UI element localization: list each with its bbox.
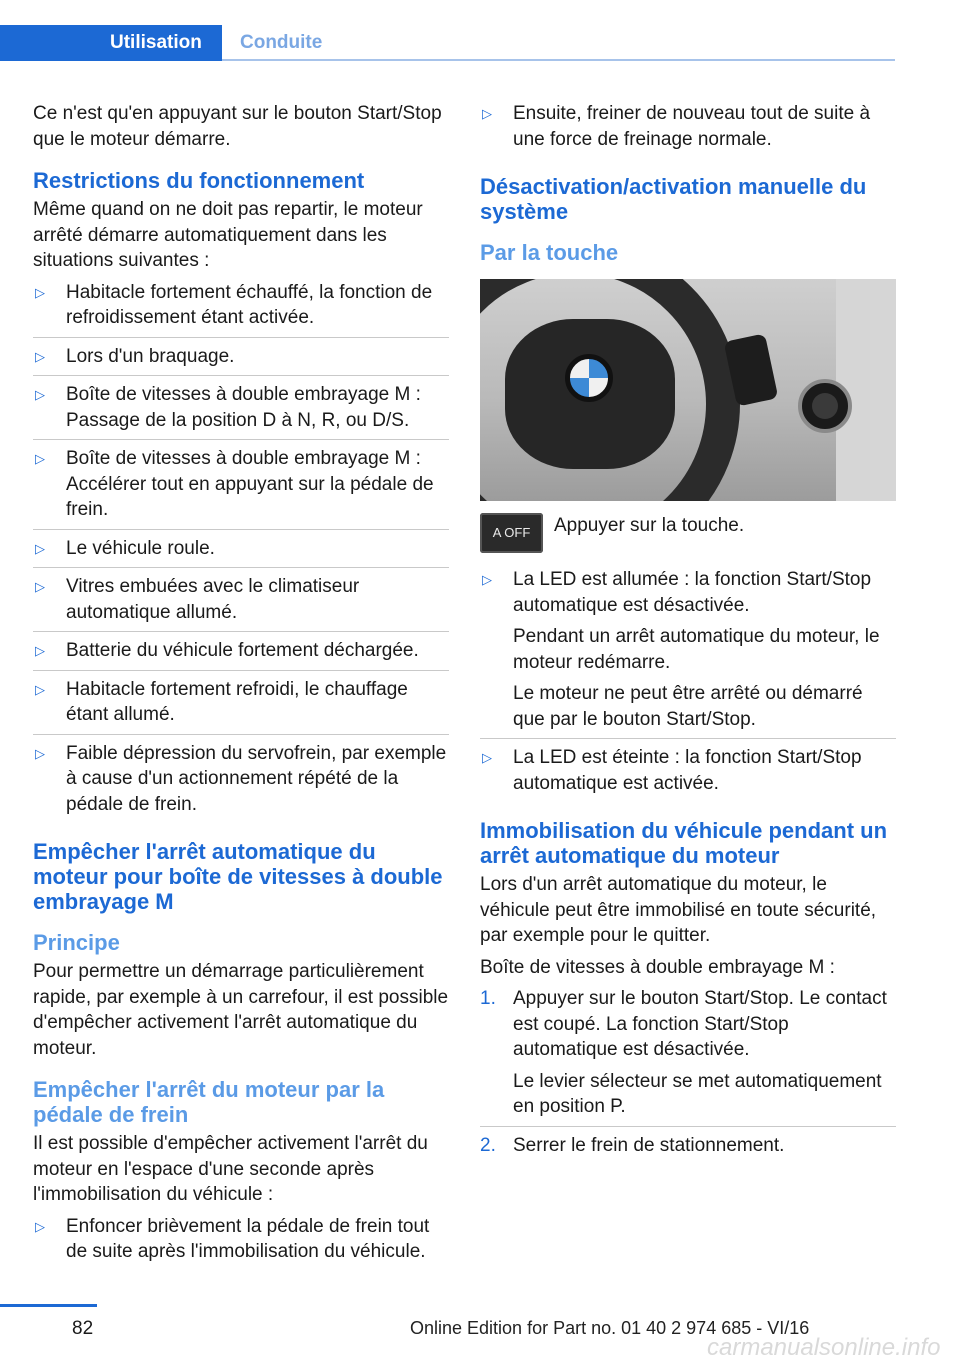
step-number: 1.: [480, 988, 496, 1009]
triangle-bullet-icon: ▷: [35, 579, 45, 594]
triangle-bullet-icon: ▷: [482, 106, 492, 121]
steering-wheel-photo: [480, 279, 896, 501]
manual-toggle-heading: Désactivation/activation manuelle du système: [480, 174, 867, 224]
list-item: ▷ Lors d'un braquage.: [33, 344, 449, 377]
principle-text: Pour permettre un démarrage particulièrement rapide, par exemple à un carrefour, il est possible d'empêcher activement l'arrêt automatique du moteur.: [33, 961, 449, 1059]
list-item: ▷ Faible dépression du servofrein, par exemple à cause d'un actionnement répété de la pédale de frein.: [35, 742, 447, 815]
pedal-text: Il est possible d'empêcher activement l'arrêt du moteur en l'espace d'une seconde après l'immobilisation du véhicule :: [33, 1133, 428, 1205]
pedal-list: [33, 1214, 449, 1271]
triangle-bullet-icon: ▷: [35, 348, 45, 364]
watermark: carmanualsonline.info: [707, 1334, 941, 1361]
tab-underline: [222, 59, 895, 61]
tab-conduite[interactable]: Conduite: [240, 32, 323, 53]
list-item: 1. Appuyer sur le bouton Start/Stop. Le contact est coupé. La fonction Start/Stop automatique est désactivée. Le levier sélecteur se met automatiquement en position P.: [480, 986, 896, 1127]
footer-rule: [0, 1304, 97, 1307]
auto-off-icon: A OFF: [492, 525, 531, 540]
press-button-text: Appuyer sur la touche.: [554, 515, 745, 536]
list-item: ▷ Habitacle fortement échauffé, la fonction de refroidissement étant activée.: [33, 280, 449, 338]
auto-off-row: [480, 513, 896, 557]
step-number: 2.: [480, 1134, 496, 1156]
list-item: ▷ Boîte de vitesses à double embrayage M : Passage de la position D à N, R, ou D/S.: [33, 382, 449, 440]
triangle-bullet-icon: ▷: [35, 387, 45, 402]
list-item: ▷ La LED est éteinte : la fonction Start/Stop automatique est activée.: [482, 747, 862, 794]
triangle-bullet-icon: ▷: [482, 750, 492, 765]
right-column: [480, 101, 896, 1170]
start-stop-button-icon: [798, 379, 852, 433]
triangle-bullet-icon: ▷: [482, 572, 492, 587]
list-item: ▷ Vitres embuées avec le climatiseur automatique allumé.: [33, 574, 449, 632]
list-item: ▷ La LED est allumée : la fonction Start/Stop automatique est désactivée. Pendant un arrêt automatique du moteur, le moteur redémarre. Le moteur ne peut être arrêté ou démarré que par le bouton Start/Stop.: [480, 567, 896, 739]
prevent-stop-heading: Empêcher l'arrêt automatique du moteur pour boîte de vitesses à double embrayage M: [33, 839, 443, 914]
immobilisation-text: Lors d'un arrêt automatique du moteur, le véhicule peut être immobilisé en toute sécurité, par exemple pour le quitter.: [480, 874, 877, 946]
triangle-bullet-icon: ▷: [35, 451, 45, 466]
list-item: ▷ Habitacle fortement refroidi, le chauffage étant allumé.: [33, 677, 449, 735]
bmw-logo-icon: [565, 354, 613, 402]
list-item: ▷ Le véhicule roule.: [33, 536, 449, 569]
list-item: ▷ Boîte de vitesses à double embrayage M : Accélérer tout en appuyant sur la pédale de frein.: [33, 446, 449, 530]
led-list: [480, 567, 896, 802]
triangle-bullet-icon: ▷: [35, 284, 45, 300]
gearbox-text: Boîte de vitesses à double embrayage M :: [480, 956, 835, 978]
list-item: ▷ Batterie du véhicule fortement déchargée.: [33, 638, 449, 671]
restrictions-list: [33, 280, 449, 824]
triangle-bullet-icon: ▷: [35, 540, 45, 556]
intro-text: Ce n'est qu'en appuyant sur le bouton Start/Stop que le moteur démarre.: [33, 103, 442, 150]
steering-wheel-hub: [505, 319, 675, 469]
tab-utilisation[interactable]: Utilisation: [0, 25, 222, 61]
triangle-bullet-icon: ▷: [35, 745, 45, 761]
list-item: ▷ Enfoncer brièvement la pédale de frein tout de suite après l'immobilisation du véhicule.: [35, 1215, 430, 1262]
list-item: 2. Serrer le frein de stationnement.: [480, 1133, 896, 1165]
principle-heading: Principe: [33, 930, 120, 955]
button-heading: Par la touche: [480, 240, 619, 265]
edition-text: Online Edition for Part no. 01 40 2 974 685 - VI/16: [410, 1318, 810, 1338]
restrictions-text: Même quand on ne doit pas repartir, le moteur arrêté démarre automatiquement dans les situations suivantes :: [33, 199, 423, 271]
pedal-heading: Empêcher l'arrêt du moteur par la pédale de frein: [33, 1077, 385, 1127]
restrictions-heading: Restrictions du fonctionnement: [33, 168, 365, 193]
auto-start-stop-off-button: [480, 513, 543, 553]
list-item: ▷ Ensuite, freiner de nouveau tout de suite à une force de freinage normale.: [482, 103, 871, 150]
page-number: 82: [72, 1318, 94, 1339]
triangle-bullet-icon: ▷: [35, 681, 45, 697]
chapter-tabs: [0, 25, 895, 61]
immobilisation-heading: Immobilisation du véhicule pendant un arrêt automatique du moteur: [480, 818, 888, 868]
continued-list: [480, 101, 896, 158]
triangle-bullet-icon: ▷: [35, 643, 45, 658]
triangle-bullet-icon: ▷: [35, 1218, 45, 1234]
left-column: [33, 101, 449, 1277]
steps-list: [480, 986, 896, 1164]
